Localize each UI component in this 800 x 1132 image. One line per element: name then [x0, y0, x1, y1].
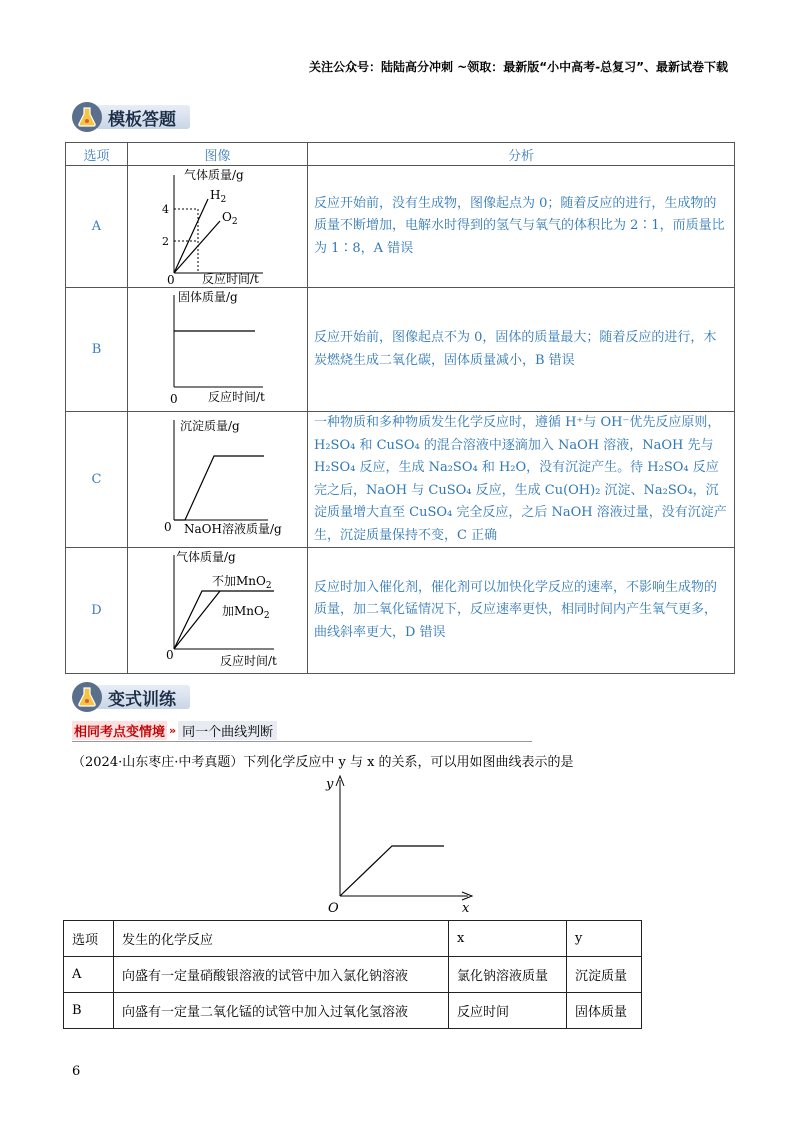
reaction-cell: 向盛有一定量硝酸银溶液的试管中加入氯化钠溶液	[114, 957, 449, 993]
section-heading-template	[72, 100, 190, 134]
header-graph: 图像	[128, 143, 308, 166]
question-graph	[318, 772, 488, 917]
option-label: B	[66, 288, 128, 412]
option-label: C	[66, 412, 128, 548]
y-axis-label: y	[326, 777, 334, 792]
origin-label: 0	[170, 391, 178, 406]
y-axis-label: 气体质量/g	[176, 549, 236, 564]
origin-label: 0	[166, 647, 174, 662]
graph-a	[128, 166, 308, 288]
no-mno2-curve	[174, 591, 220, 649]
section-title: 模板答题	[96, 105, 190, 129]
table-row	[66, 166, 735, 288]
header-x: x	[449, 921, 567, 957]
x-cell: 氯化钠溶液质量	[449, 957, 567, 993]
table-row	[64, 993, 642, 1029]
y-cell: 固体质量	[567, 993, 642, 1029]
sub-heading-text: 同一个曲线判断	[178, 721, 277, 740]
origin-label: 0	[164, 519, 172, 534]
o2-curve	[174, 221, 220, 273]
graph-c	[128, 412, 308, 548]
analysis-b: 反应开始前，图像起点不为 0，固体的质量最大；随着反应的进行，木炭燃烧生成二氧化碳，固体质量减小，B 错误	[308, 288, 735, 412]
tick-label: 4	[162, 202, 169, 216]
table-header-row	[66, 143, 735, 166]
section-heading-practice	[72, 680, 190, 714]
page-header: 关注公众号：陆陆高分冲刺 ~领取：最新版“小中高考-总复习”、最新试卷下载	[309, 60, 728, 74]
sub-heading	[72, 720, 277, 740]
header-reaction: 发生的化学反应	[114, 921, 449, 957]
header-analysis: 分析	[308, 143, 735, 166]
curve	[340, 846, 444, 896]
question-table	[63, 920, 642, 1029]
reaction-cell: 向盛有一定量二氧化锰的试管中加入过氧化氢溶液	[114, 993, 449, 1029]
analysis-c: 一种物质和多种物质发生化学反应时，遵循 H⁺与 OH⁻优先反应原则，H₂SO₄ 和 CuSO₄ 的混合溶液中逐滴加入 NaOH 溶液，NaOH 先与 H₂SO₄ 反应，生成 Na₂SO₄ 和 H₂O，没有沉淀产生。待 H₂SO₄ 反应完之后，NaOH 与 CuSO₄ 反应，生成 Cu(OH)₂ 沉淀、Na₂SO₄，沉淀质量增大直至 CuSO₄ 完全反应，之后 NaOH 溶液过量，没有沉淀产生，沉淀质量保持不变，C 正确	[308, 412, 735, 548]
x-axis-label: 反应时间/t	[202, 271, 259, 286]
precipitate-curve	[174, 456, 264, 520]
x-axis-label: x	[462, 901, 470, 916]
header-option: 选项	[64, 921, 114, 957]
option-label: A	[64, 957, 114, 993]
option-label: B	[64, 993, 114, 1029]
mno2-label: 加MnO$_2$	[222, 603, 270, 621]
page-number: 6	[72, 1064, 81, 1079]
double-chevron-icon: »	[169, 723, 177, 737]
question-stem: （2024·山东枣庄·中考真题）下列化学反应中 y 与 x 的关系，可以用如图曲线表示的是	[72, 755, 574, 770]
option-label: D	[66, 548, 128, 674]
flask-icon	[72, 682, 102, 712]
x-axis-label: 反应时间/t	[220, 653, 277, 668]
x-cell: 反应时间	[449, 993, 567, 1029]
flask-icon	[72, 102, 102, 132]
h2-curve	[174, 199, 208, 273]
header-option: 选项	[66, 143, 128, 166]
h2-label: $H_2$	[210, 187, 227, 205]
analysis-a: 反应开始前，没有生成物，图像起点为 0；随着反应的进行，生成物的质量不断增加，电解水时得到的氢气与氧气的体积比为 2∶1，而质量比为 1∶8，A 错误	[308, 166, 735, 288]
tick-label: 2	[162, 234, 169, 248]
option-label: A	[66, 166, 128, 288]
graph-d	[128, 548, 308, 674]
y-axis-label: 沉淀质量/g	[180, 418, 240, 433]
x-axis-label: NaOH溶液质量/g	[184, 521, 282, 536]
table-header-row	[64, 921, 642, 957]
analysis-d: 反应时加入催化剂，催化剂可以加快化学反应的速率，不影响生成物的质量，加二氧化锰情况下，反应速率更快，相同时间内产生氧气更多，曲线斜率更大，D 错误	[308, 548, 735, 674]
origin-label: 0	[167, 272, 175, 287]
template-answer-table	[65, 142, 735, 674]
y-cell: 沉淀质量	[567, 957, 642, 993]
y-axis-label: 气体质量/g	[184, 167, 244, 182]
sub-heading-tag: 相同考点变情境	[72, 721, 167, 740]
table-row	[66, 288, 735, 412]
section-title: 变式训练	[96, 685, 190, 709]
no-mno2-label: 不加MnO$_2$	[212, 573, 272, 591]
graph-b	[128, 288, 308, 412]
mno2-curve	[174, 591, 274, 649]
table-row	[66, 412, 735, 548]
origin-label: O	[328, 901, 339, 916]
header-y: y	[567, 921, 642, 957]
table-row	[64, 957, 642, 993]
o2-label: $O_2$	[222, 209, 238, 227]
divider	[72, 741, 532, 742]
table-row	[66, 548, 735, 674]
x-axis-label: 反应时间/t	[208, 389, 265, 404]
y-axis-label: 固体质量/g	[178, 289, 238, 304]
